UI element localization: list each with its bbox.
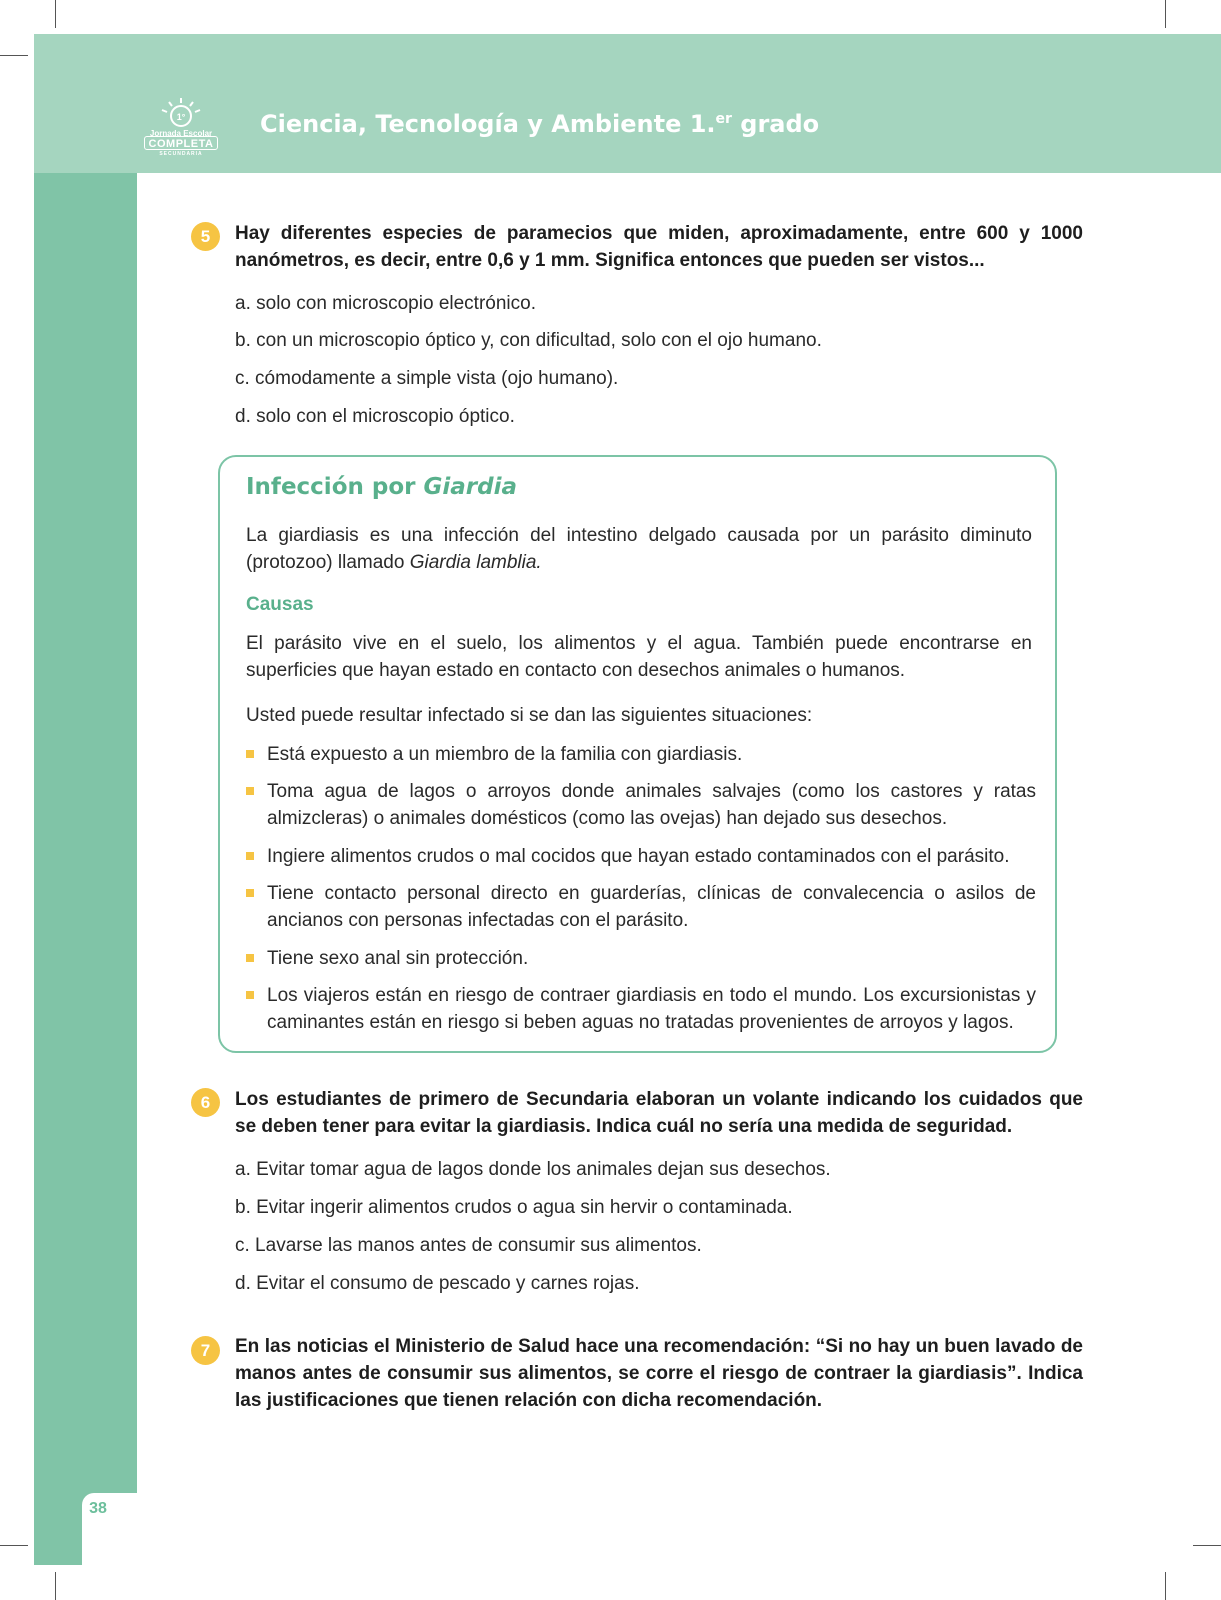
question-5-text: Hay diferentes especies de paramecios que miden, aproximadamente, entre 600 y 1000 nanómetros, es decir, entre 0,6 y 1 mm. Significa entonces que pueden ser vistos... bbox=[235, 223, 1083, 271]
crop-mark bbox=[55, 0, 56, 28]
question-5-option-d: d. solo con el microscopio óptico. bbox=[235, 406, 515, 427]
bullet-text: Está expuesto a un miembro de la familia con giardiasis. bbox=[267, 744, 743, 765]
bullet-text: Toma agua de lagos o arroyos donde animales salvajes (como los castores y ratas almizcleras) o animales domésticos (como las ovejas) han dejado sus desechos. bbox=[267, 781, 1036, 829]
bullet-square-icon bbox=[246, 787, 254, 795]
logo-line1: Jornada Escolar bbox=[149, 129, 213, 138]
bullet-item bbox=[246, 945, 1036, 972]
bullet-square-icon bbox=[246, 852, 254, 860]
bullet-item bbox=[246, 880, 1036, 934]
bullet-text: Tiene contacto personal directo en guarderías, clínicas de convalecencia o asilos de ancianos con personas infectadas con el parásito. bbox=[267, 883, 1036, 931]
bullet-item bbox=[246, 778, 1036, 832]
crop-mark bbox=[1193, 1545, 1221, 1546]
crop-mark bbox=[1165, 1572, 1166, 1600]
bullet-text: Tiene sexo anal sin protección. bbox=[267, 948, 529, 969]
title-suffix: grado bbox=[731, 110, 820, 138]
info-box-intro-italic: Giardia lamblia. bbox=[409, 552, 542, 573]
question-6-option-d: d. Evitar el consumo de pescado y carnes rojas. bbox=[235, 1273, 640, 1294]
logo-line3: SECUNDARIA bbox=[159, 151, 203, 157]
question-6-option-b: b. Evitar ingerir alimentos crudos o agua sin hervir o contaminada. bbox=[235, 1197, 793, 1218]
question-6-number: 6 bbox=[191, 1088, 220, 1117]
question-5-number: 5 bbox=[191, 222, 220, 251]
bullet-square-icon bbox=[246, 750, 254, 758]
title-sup: er bbox=[715, 111, 732, 127]
question-7-number: 7 bbox=[191, 1336, 220, 1365]
crop-mark bbox=[1165, 0, 1166, 28]
info-box-intro-text: La giardiasis es una infección del intestino delgado causada por un parásito diminuto (protozoo) llamado bbox=[246, 525, 1032, 573]
logo-badge: 1° bbox=[176, 112, 186, 122]
info-box-intro bbox=[246, 522, 1032, 576]
logo bbox=[142, 96, 220, 158]
bullet-item bbox=[246, 982, 1036, 1036]
question-6-text: Los estudiantes de primero de Secundaria elaboran un volante indicando los cuidados que se deben tener para evitar la giardiasis. Indica cuál no sería una medida de seguridad. bbox=[235, 1089, 1083, 1137]
bullet-square-icon bbox=[246, 954, 254, 962]
question-5-option-b: b. con un microscopio óptico y, con dificultad, solo con el ojo humano. bbox=[235, 330, 822, 351]
question-7-text: En las noticias el Ministerio de Salud hace una recomendación: “Si no hay un buen lavado de manos antes de consumir sus alimentos, se corre el riesgo de contraer la giardiasis”. Indica las justificaciones que tienen relación con dicha recomendación. bbox=[235, 1336, 1083, 1411]
logo-line2: COMPLETA bbox=[144, 136, 218, 150]
situations-intro: Usted puede resultar infectado si se dan las siguientes situaciones: bbox=[246, 705, 813, 726]
bullet-square-icon bbox=[246, 889, 254, 897]
question-5-option-c: c. cómodamente a simple vista (ojo humano). bbox=[235, 368, 619, 389]
bullet-text: Ingiere alimentos crudos o mal cocidos que hayan estado contaminados con el parásito. bbox=[267, 846, 1010, 867]
info-box-title bbox=[246, 474, 517, 500]
bullet-text: Los viajeros están en riesgo de contraer giardiasis en todo el mundo. Los excursionistas y caminantes están en riesgo si beben aguas no tratadas provenientes de arroyos y lagos. bbox=[267, 985, 1036, 1033]
bullet-item bbox=[246, 741, 1036, 768]
title-main: Ciencia, Tecnología y Ambiente 1. bbox=[260, 110, 716, 138]
sun-icon bbox=[142, 96, 220, 130]
page-number: 38 bbox=[89, 1500, 107, 1517]
causes-heading: Causas bbox=[246, 594, 314, 615]
info-box-title-main: Infección por bbox=[246, 474, 424, 500]
side-band bbox=[34, 173, 137, 1565]
question-6-option-a: a. Evitar tomar agua de lagos donde los animales dejan sus desechos. bbox=[235, 1159, 831, 1180]
question-6-option-c: c. Lavarse las manos antes de consumir sus alimentos. bbox=[235, 1235, 702, 1256]
info-box-title-italic: Giardia bbox=[423, 474, 517, 500]
crop-mark bbox=[0, 55, 28, 56]
causes-text: El parásito vive en el suelo, los alimentos y el agua. También puede encontrarse en superficies que hayan estado en contacto con desechos animales o humanos. bbox=[246, 633, 1032, 681]
bullet-item bbox=[246, 843, 1036, 870]
question-5-option-a: a. solo con microscopio electrónico. bbox=[235, 293, 536, 314]
bullet-square-icon bbox=[246, 991, 254, 999]
crop-mark bbox=[0, 1545, 28, 1546]
crop-mark bbox=[55, 1572, 56, 1600]
page-title bbox=[260, 110, 819, 138]
